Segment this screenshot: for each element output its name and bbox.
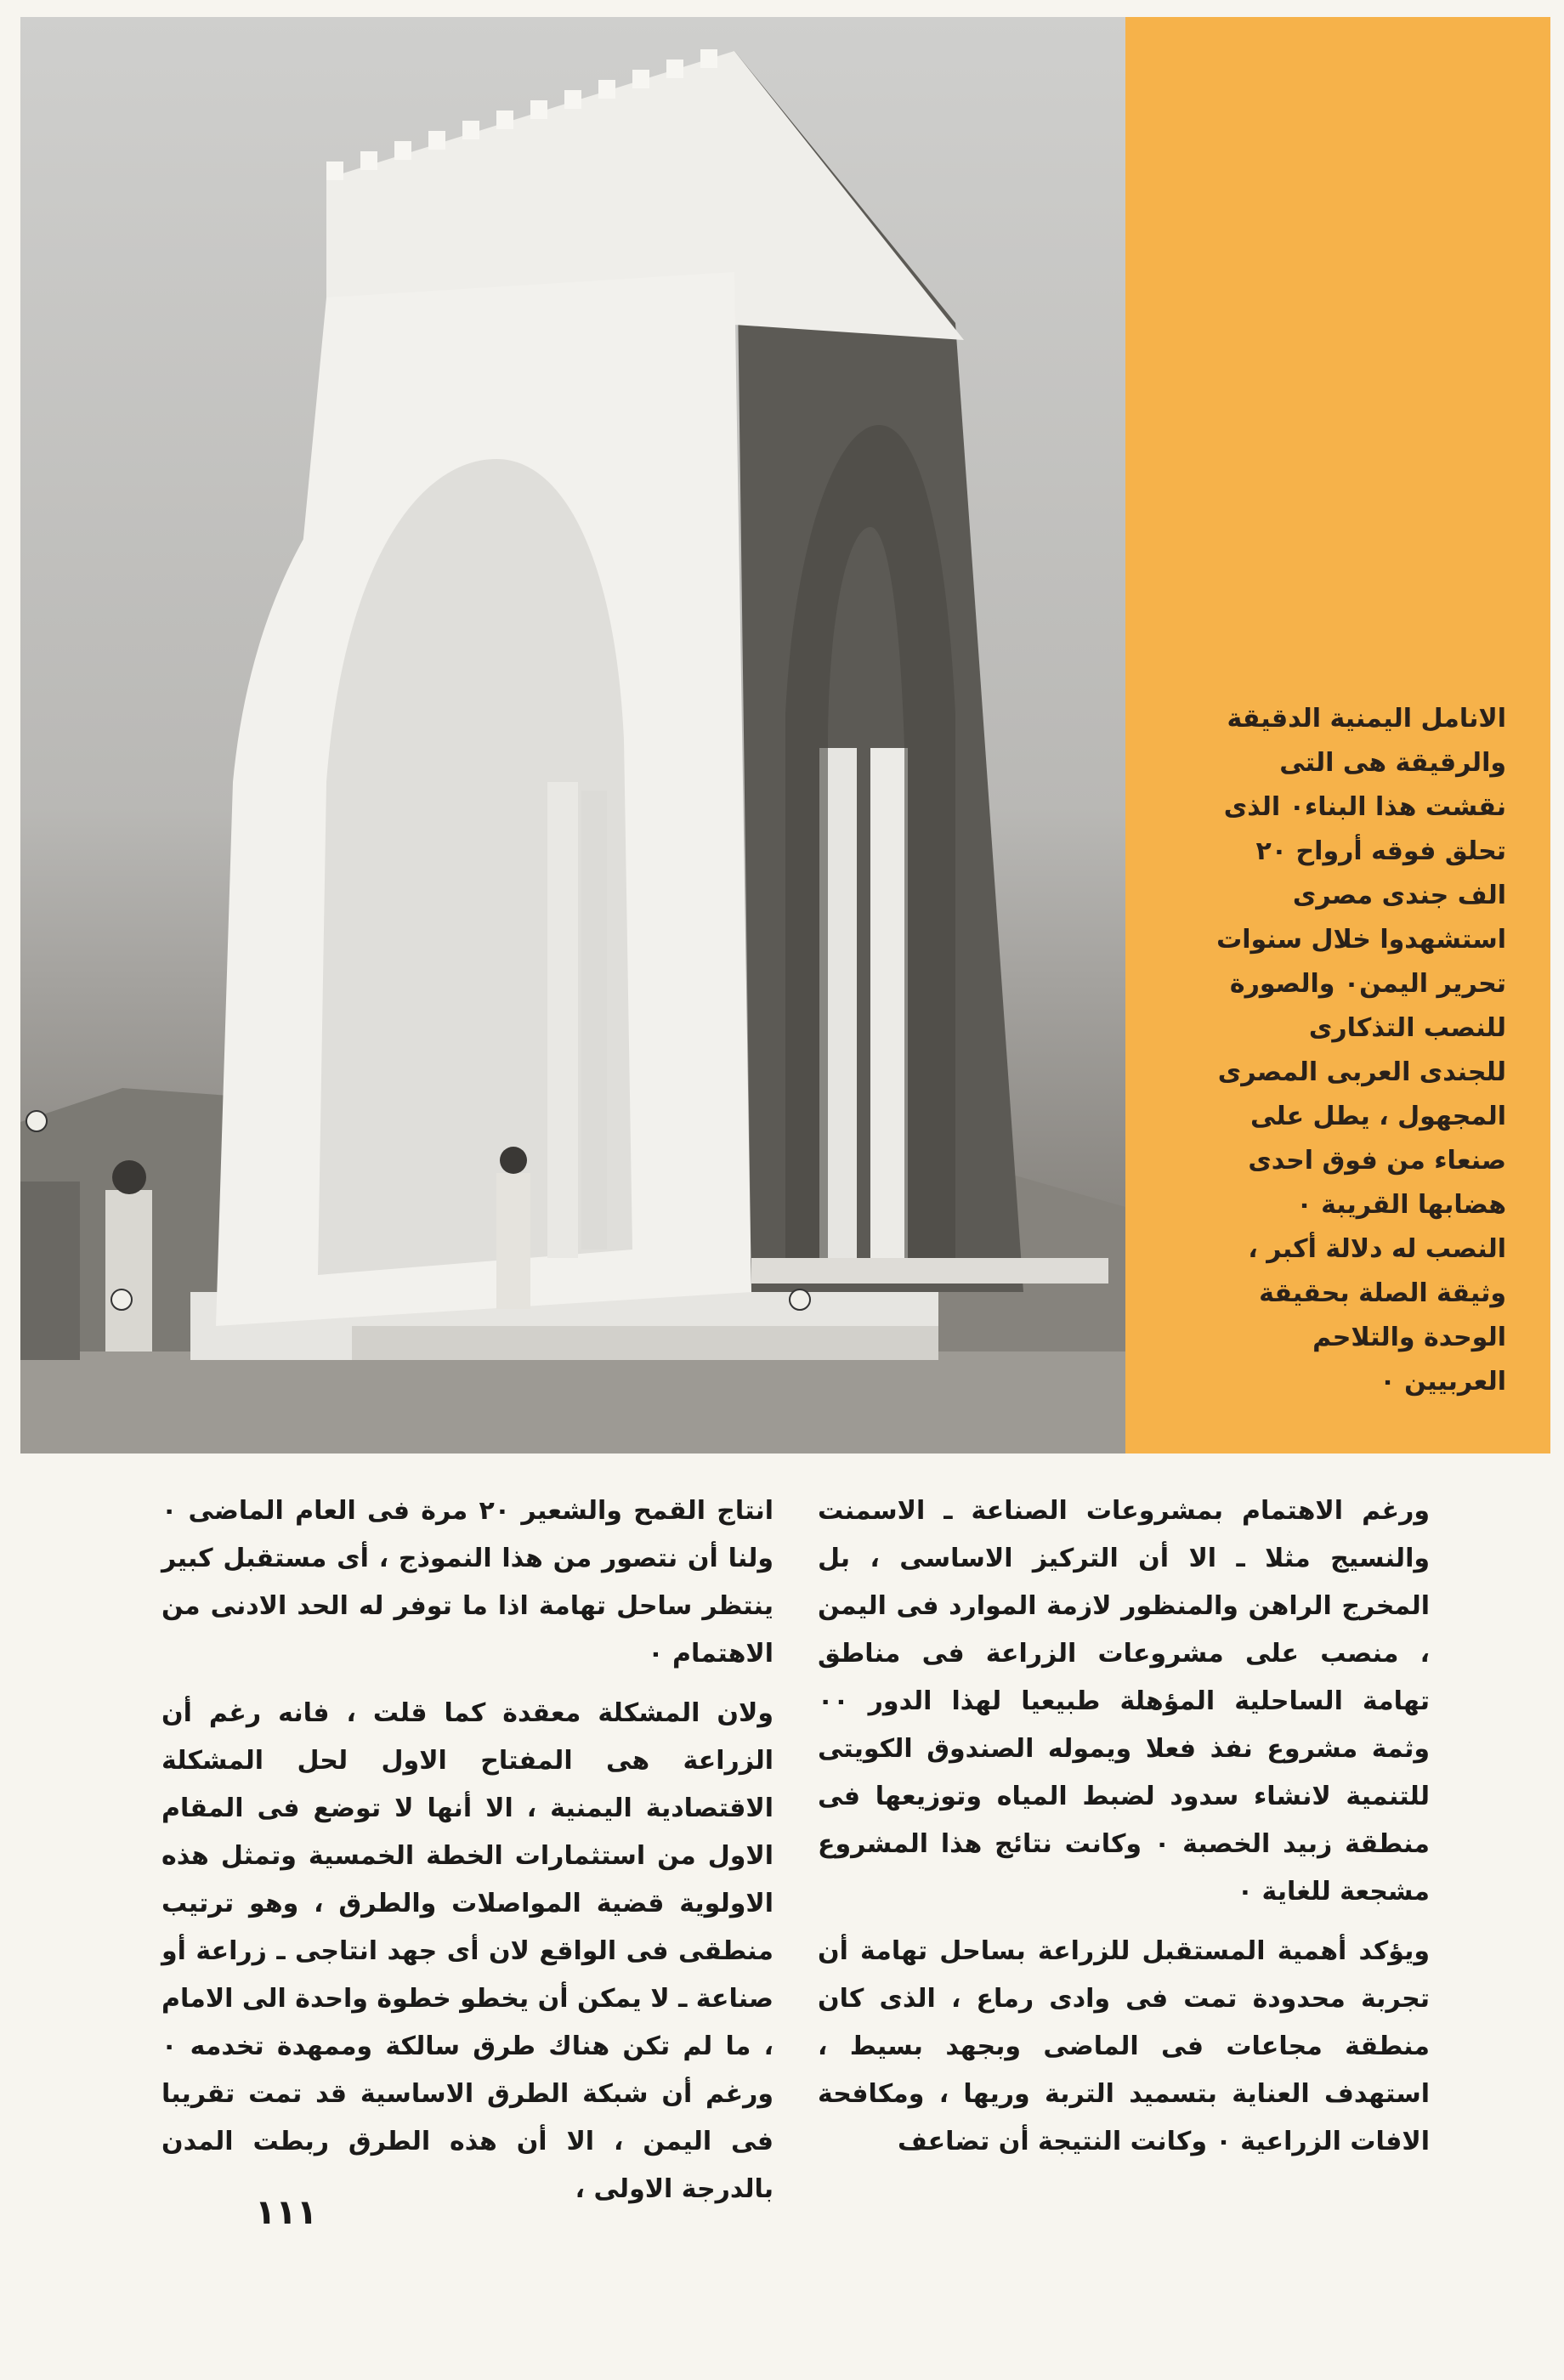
photo-caption [1166, 697, 1506, 1404]
caption-line: النصب له دلالة أكبر ، [1248, 1234, 1506, 1264]
caption-line: الف جندى مصرى [1292, 881, 1506, 910]
punch-hole [110, 1289, 133, 1311]
article-paragraph: انتاج القمح والشعير ٢٠ مرة فى العام الماضى ٠ ولنا أن نتصور من هذا النموذج ، أى مستقبل كبير ينتظر ساحل تهامة اذا ما توفر له الحد الادنى من الاهتمام ٠ [162, 1496, 774, 1669]
caption-line: صنعاء من فوق احدى [1248, 1146, 1506, 1176]
caption-panel [1125, 17, 1550, 1454]
caption-line: الوحدة والتلاحم [1312, 1323, 1506, 1352]
caption-line: هضابها القريبة ٠ [1296, 1190, 1506, 1220]
caption-line: تحلق فوقه أرواح ٢٠ [1255, 836, 1506, 866]
caption-line: للنصب التذكارى [1308, 1013, 1506, 1043]
caption-line: الانامل اليمنية الدقيقة [1227, 704, 1506, 734]
caption-line: العربيين ٠ [1380, 1367, 1506, 1397]
caption-line: للجندى العربى المصرى [1217, 1057, 1506, 1087]
article-column-left [162, 1488, 774, 2225]
article-paragraph: ولان المشكلة معقدة كما قلت ، فانه رغم أن الزراعة هى المفتاح الاول لحل المشكلة الاقتصادية اليمنية ، الا أنها لا توضع فى المقام الاول من استثمارات الخطة الخمسية وتمثل هذه الاولوية قضية المواصلات والطرق ، وهو ترتيب منطقى فى الواقع لان أى جهد انتاجى ـ زراعة أو صناعة ـ لا يمكن أن يخطو خطوة واحدة الى الامام ، ما لم تكن هناك طرق سالكة وممهدة تخدمه ٠ ورغم أن شبكة الطرق الاساسية قد تمت تقريبا فى اليمن ، الا أن هذه الطرق ربطت المدن بالدرجة الاولى ، [162, 1698, 774, 2204]
punch-hole [789, 1289, 811, 1311]
caption-line: والرقيقة هى التى [1279, 748, 1506, 778]
page-number: ١١١ [255, 2193, 318, 2232]
article-paragraph: ويؤكد أهمية المستقبل للزراعة بساحل تهامة أن تجربة محدودة تمت فى وادى رماع ، الذى كان منطقة مجاعات فى الماضى وبجهد بسيط ، استهدف العناية بتسميد التربة وريها ، ومكافحة الافات الزراعية ٠ وكانت النتيجة أن تضاعف [818, 1936, 1430, 2156]
caption-line: المجهول ، يطل على [1250, 1102, 1506, 1131]
caption-line: تحرير اليمن٠ والصورة [1229, 969, 1506, 999]
monument-photo [20, 17, 1125, 1454]
punch-hole [26, 1110, 48, 1132]
caption-line: نقشت هذا البناء٠ الذى [1223, 792, 1506, 822]
caption-line: استشهدوا خلال سنوات [1216, 925, 1506, 955]
arch-monument-illustration [20, 17, 1125, 1454]
caption-line: وثيقة الصلة بحقيقة [1259, 1278, 1506, 1308]
article-paragraph: ورغم الاهتمام بمشروعات الصناعة ـ الاسمنت والنسيج مثلا ـ الا أن التركيز الاساسى ، بل المخرج الراهن والمنظور لازمة الموارد فى اليمن ، منصب على مشروعات الزراعة فى مناطق تهامة الساحلية المؤهلة طبيعيا لهذا الدور ٠٠ وثمة مشروع نفذ فعلا ويموله الصندوق الكويتى للتنمية لانشاء سدود لضبط المياه وتوزيعها فى منطقة زبيد الخصبة ٠ وكانت نتائج هذا المشروع مشجعة للغاية ٠ [818, 1496, 1430, 1907]
article-column-right [818, 1488, 1430, 2178]
